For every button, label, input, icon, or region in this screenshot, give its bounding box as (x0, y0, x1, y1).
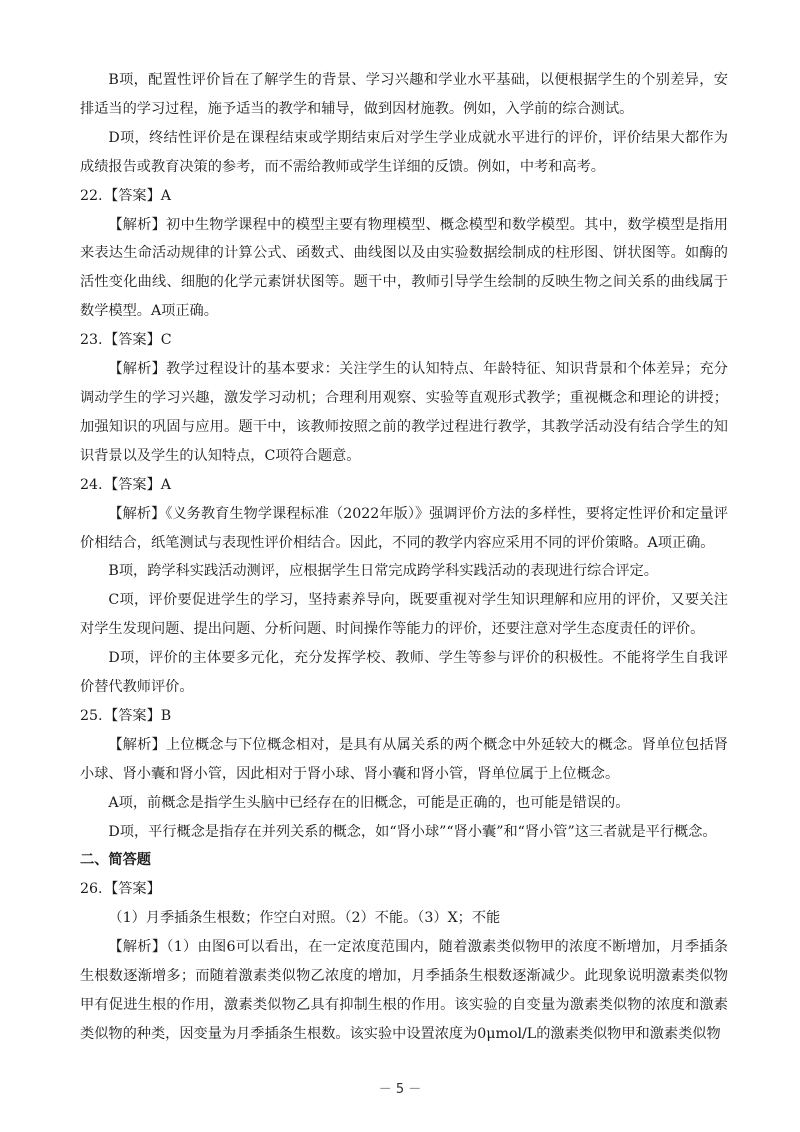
answer-label: 【答案】A (104, 187, 171, 204)
paragraph: 【解析】初中生物学课程中的模型主要有物理模型、概念模型和数学模型。其中，数学模型是指用来表达生命活动规律的计算公式、函数式、曲线图以及由实验数据绘制成的柱形图、饼状图等。如酶的活性变化曲线、细胞的化学元素饼状图等。题干中，教师引导学生绘制的反映生物之间关系的曲线属于数学模型。A项正确。 (80, 216, 728, 320)
answer-heading (80, 471, 728, 500)
paragraph: （1）月季插条生根数；作空白对照。（2）不能。（3）X；不能 (108, 910, 501, 927)
paragraph: 【解析】教学过程设计的基本要求：关注学生的认知特点、年龄特征、知识背景和个体差异；充分调动学生的学习兴趣，激发学习动机；合理利用观察、实验等直观形式教学；重视概念和理论的讲授；加强知识的巩固与应用。题干中，该教师按照之前的教学过程进行教学，其教学活动没有结合学生的知识背景以及学生的认知特点，C项符合题意。 (80, 361, 728, 464)
document-body (80, 66, 728, 1049)
paragraph: 【解析】（1）由图6可以看出，在一定浓度范围内，随着激素类似物甲的浓度不断增加，月季插条生根数逐渐增多；而随着激素类似物乙浓度的增加，月季插条生根数逐渐减少。此现象说明激素类似物甲有促进生根的作用，激素类似物乙具有抑制生根的作用。该实验的自变量为激素类似物的浓度和激素类似物的种类，因变量为月季插条生根数。该实验中设置浓度为0μmol/L的激素类似物甲和激素类似物 (80, 939, 728, 1042)
paragraph: C项，评价要促进学生的学习，坚持素养导向，既要重视对学生知识理解和应用的评价，又要关注对学生发现问题、提出问题、分析问题、时间操作等能力的评价，还要注意对学生态度责任的评价。 (80, 592, 728, 638)
page-number: － 5 － (378, 1082, 422, 1097)
answer-heading (80, 875, 728, 904)
question-number: 23. (80, 332, 103, 349)
question-number: 25. (80, 707, 103, 724)
section-title: 二、简答题 (80, 852, 151, 869)
question-number: 24. (80, 476, 103, 493)
paragraph: B项，跨学科实践活动测评，应根据学生日常完成跨学科实践活动的表现进行综合评定。 (108, 563, 658, 580)
answer-label: 【答案】A (104, 476, 171, 493)
answer-label: 【答案】 (104, 881, 161, 898)
answer-heading (80, 326, 728, 355)
answer-label: 【答案】B (104, 707, 172, 724)
answer-heading (80, 702, 728, 731)
question-number: 22. (80, 187, 103, 204)
answer-label: 【答案】C (104, 332, 172, 349)
paragraph: B项，配置性评价旨在了解学生的背景、学习兴趣和学业水平基础，以便根据学生的个别差异，安排适当的学习过程，施予适当的教学和辅导，做到因材施教。例如，入学前的综合测试。 (80, 72, 728, 117)
paragraph: 【解析】《义务教育生物学课程标准（2022年版）》强调评价方法的多样性，要将定性评价和定量评价相结合，纸笔测试与表现性评价相结合。因此，不同的教学内容应采用不同的评价策略。A项正确。 (80, 505, 728, 551)
answer-heading (80, 182, 728, 211)
paragraph: A项，前概念是指学生头脑中已经存在的旧概念，可能是正确的，也可能是错误的。 (108, 794, 630, 811)
paragraph: 【解析】上位概念与下位概念相对，是具有从属关系的两个概念中外延较大的概念。肾单位包括肾小球、肾小囊和肾小管，因此相对于肾小球、肾小囊和肾小管，肾单位属于上位概念。 (80, 736, 728, 782)
paragraph: D项，评价的主体要多元化，充分发挥学校、教师、学生等参与评价的积极性。不能将学生自我评价替代教师评价。 (80, 650, 728, 696)
paragraph: D项，终结性评价是在课程结束或学期结束后对学生学业成就水平进行的评价，评价结果大都作为成绩报告或教育决策的参考，而不需给教师或学生详细的反馈。例如，中考和高考。 (80, 129, 728, 175)
question-number: 26. (80, 881, 103, 898)
paragraph: D项，平行概念是指存在并列关系的概念，如“肾小球”“肾小囊”和“肾小管”这三者就是平行概念。 (108, 823, 717, 840)
